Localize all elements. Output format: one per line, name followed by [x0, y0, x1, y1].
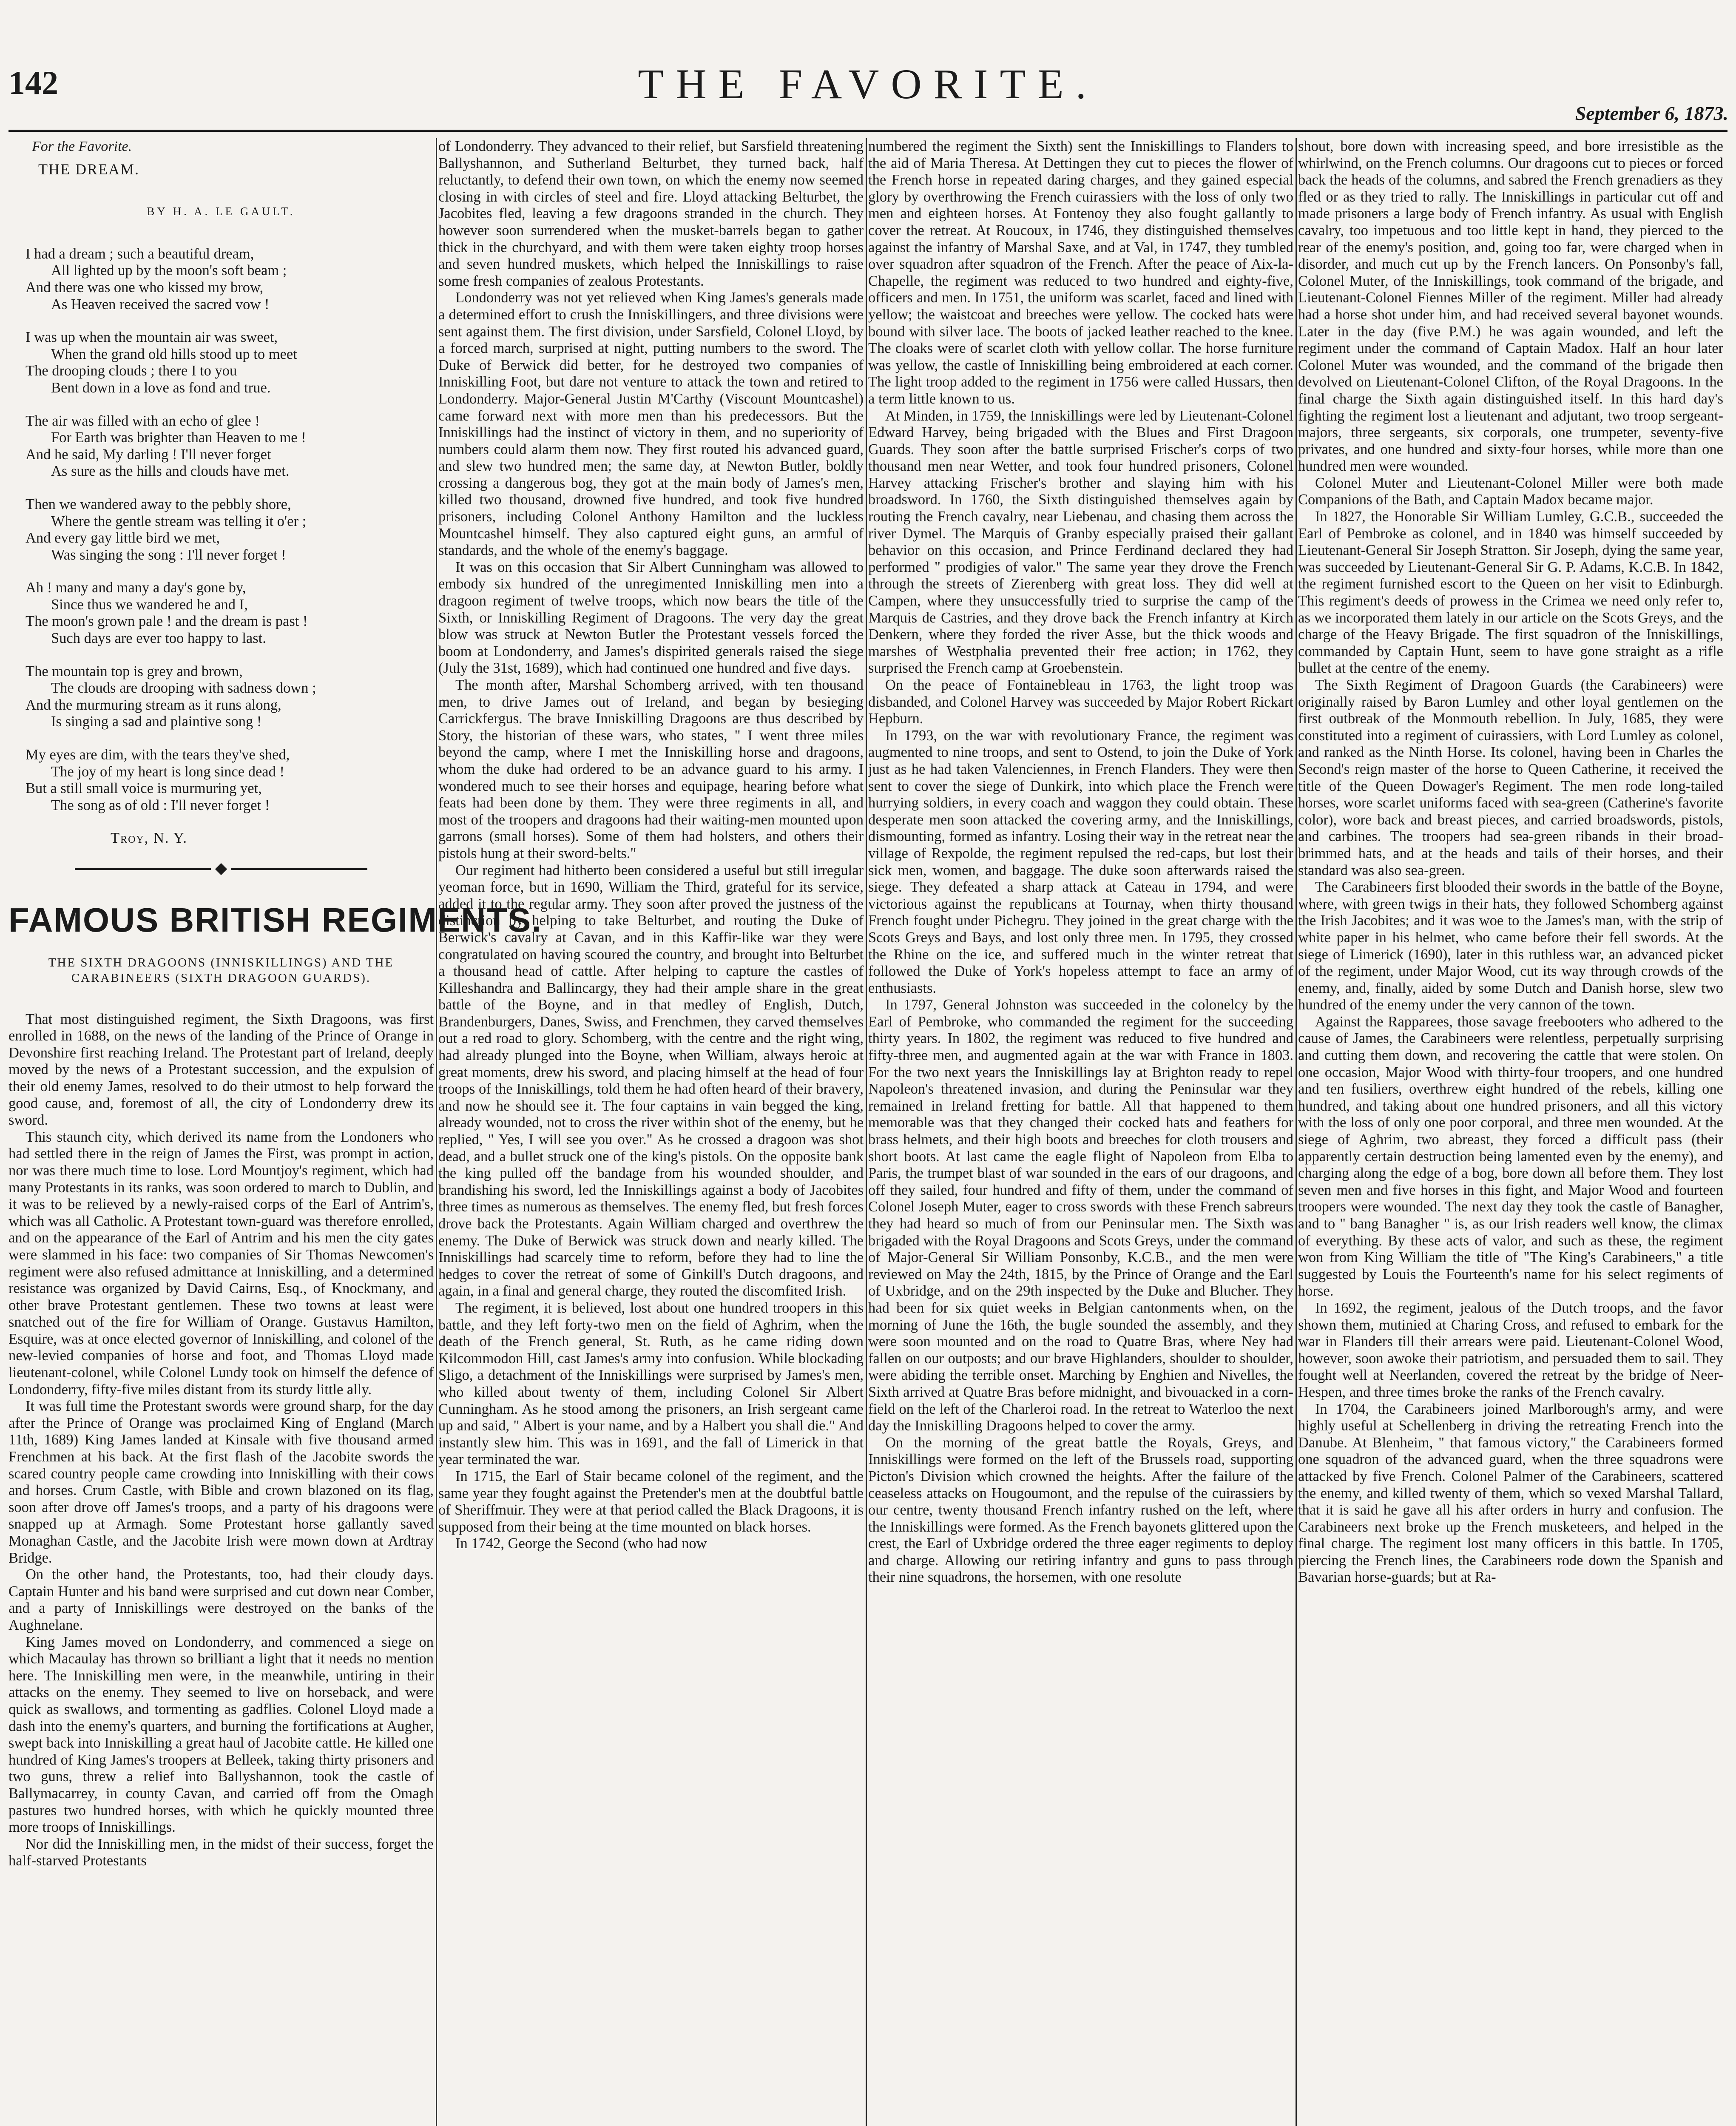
- article-paragraph: Nor did the Inniskilling men, in the midst of their success, forget the half-starved Protestants: [9, 1836, 434, 1869]
- poem-line: The joy of my heart is long since dead !: [51, 763, 284, 780]
- article-paragraph: In 1827, the Honorable Sir William Lumley, G.C.B., succeeded the Earl of Pembroke as colonel, and in 1840 was himself succeeded by Lieutenant-General Sir Joseph Stratton. Sir Joseph, dying the same year, was succeeded by Lieutenant-General Sir G. P. Adams, K.C.B. In 1842, the regiment furnished escort to the Queen on her visit to Edinburgh. This regiment's deeds of prowess in the Crimea we need only refer to, as we incorporated them lately in our article on the Scots Greys, and the charge of the Heavy Brigade. The first squadron of the Inniskillings, commanded by Captain Hunt, seem to have gone straight as a rifle bullet at the centre of the enemy.: [1298, 509, 1723, 676]
- poem-line: The song as of old : I'll never forget !: [51, 797, 270, 813]
- issue-date: September 6, 1873.: [1575, 102, 1728, 124]
- article-paragraph: It was full time the Protestant swords were ground sharp, for the day after the Prince of Orange was proclaimed King of England (March 11th, 1689) King James landed at Kinsale with five thousand armed Frenchmen at his back. At the first flash of the Jacobite swords the scared country people came crowding into Inniskilling with their cows and horses. Crum Castle, with Bible and crown blazoned on its flag, soon after drove off James's troops, and a party of his dragoons were snapped up at Armagh. Some Protestant horse gallantly saved Monaghan Castle, and the Jacobite Irish were mown down at Ardtray Bridge.: [9, 1398, 434, 1566]
- article-paragraph: This staunch city, which derived its name from the Londoners who had settled there in the reign of James the First, was prompt in action, nor was there much time to lose. Lord Mountjoy's regiment, which had many Protestants in its ranks, was soon ordered to march to Dublin, and it was to be relieved by a newly-raised corps of the Earl of Antrim's, which was all Catholic. A Protestant town-guard was therefore enrolled, and on the appearance of the Earl of Antrim and his men the city gates were slammed in his face: two companies of Sir Thomas Newcomen's regiment were also refused admittance at Inniskilling, and a determined resistance was organized by David Cairns, Esq., of Knockmany, and other brave Protestant gentlemen. These two towns at least were snatched out of the fire for William of Orange. Gustavus Hamilton, Esquire, was at once elected governor of Inniskilling, and colonel of the new-levied companies of horse and foot, and Thomas Lloyd made lieutenant-colonel, while Colonel Lundy took on himself the defence of Londonderry, fifty-five miles distant from its sturdy little ally.: [9, 1128, 434, 1398]
- poem-line: But a still small voice is murmuring yet,: [26, 780, 262, 797]
- article-paragraph: In 1692, the regiment, jealous of the Dutch troops, and the favor shown them, mutinied at Charing Cross, and refused to embark for the war in Flanders till their arrears were paid. Lieutenant-Colonel Wood, however, soon awoke their patriotism, and persuaded them to sail. They fought well at Neerlanden, covered the retreat by the bridge of Neer-Hespen, and three times broke the ranks of the French cavalry.: [1298, 1299, 1723, 1400]
- poem-line: The clouds are drooping with sadness down ;: [51, 680, 316, 696]
- article-paragraph: In 1742, George the Second (who had now: [455, 1535, 707, 1552]
- poem-line: And there was one who kissed my brow,: [26, 279, 264, 296]
- poem-stanza: [26, 663, 434, 730]
- masthead: [0, 0, 1736, 128]
- poem-line: Was singing the song : I'll never forget !: [51, 546, 286, 563]
- newspaper-title: THE FAVORITE.: [638, 60, 1098, 108]
- poem-line: And every gay little bird we met,: [26, 530, 220, 546]
- article-paragraph: In 1715, the Earl of Stair became colonel of the regiment, and the same year they fought against the Pretender's men at the doubtful battle of Sheriffmuir. They were at that period called the Black Dragoons, it is supposed from their being at the time mounted on black horses.: [438, 1468, 864, 1535]
- article-paragraph: Against the Rapparees, those savage freebooters who adhered to the cause of James, the Carabineers were relentless, perpetually surprising and cutting them down, and recovering the cattle that were stolen. On one occasion, Major Wood with thirty-four troopers, and one hundred and ten fusiliers, overthrew eight hundred of the rebels, killing one hundred, and taking about one hundred prisoners, and all this victory with the loss of only one poor corporal, and three men wounded. At the siege of Aghrim, two abreast, they forced a difficult pass (their apparently certain destruction being lamented even by the enemy), and charging along the edge of a bog, bore down all before them. They lost seven men and five horses in this fight, and Major Wood and fourteen troopers were wounded. The next day they took the castle of Banagher, and to " bang Banagher " is, as our Irish readers well know, the climax of everything. By these acts of valor, and such as these, the regiment won from King William the title of "The King's Carabineers," a title suggested by Louis the Fourteenth's name for his select regiments of horse.: [1298, 1013, 1723, 1299]
- poem-line: As Heaven received the sacred vow !: [51, 296, 270, 313]
- section-separator: [9, 860, 434, 877]
- poem-place: Troy, N. Y.: [111, 830, 188, 847]
- poem-stanza: [26, 496, 434, 563]
- poem-author: BY H. A. LE GAULT.: [147, 205, 295, 218]
- poem-line: And the murmuring stream as it runs along,: [26, 696, 281, 713]
- poem-line: I was up when the mountain air was sweet,: [26, 329, 278, 346]
- column-divider: [866, 138, 867, 2126]
- poem-line: Then we wandered away to the pebbly shore,: [26, 496, 291, 512]
- column-1: [9, 138, 542, 2126]
- poem-body: [26, 246, 434, 814]
- poem-line: Ah ! many and many a day's gone by,: [26, 580, 246, 596]
- article-paragraph: The month after, Marshal Schomberg arrived, with ten thousand men, to drive James out of Ireland, and began by besieging Carrickfergus. The brave Inniskilling Dragoons are thus described by Story, the historian of these wars, who states, " I went three miles beyond the camp, where I met the Inniskilling horse and dragoons, whom the duke had ordered to be an advance guard to his army. I wondered much to see their horses and equipage, hearing before what feats had been done by them. They were three regiments in all, and most of the troopers and dragoons had their waiting-men mounted upon garrons (small horses). Some of them had holsters, and others their pistols hung at their sword-belts.": [438, 677, 864, 861]
- poem-line: All lighted up by the moon's soft beam ;: [51, 262, 287, 279]
- poem-stanza: [26, 246, 434, 313]
- column-divider: [1296, 138, 1297, 2126]
- poem-source: For the Favorite.: [32, 139, 132, 154]
- article-paragraph: The Carabineers first blooded their swords in the battle of the Boyne, where, with green twigs in their hats, they followed Schomberg against the Irish Jacobites; and it was woe to the James's man, with the strip of white paper in his helmet, who came before their fell swords. At the siege of Limerick (1690), later in this ruthless war, an advanced picket of the regiment, under Major Wood, cut its way through crowds of the enemy, and, finally, aided by some Dutch and Danish horse, slew two hundred of the enemy under the very cannon of the town.: [1298, 879, 1723, 1013]
- article-paragraph: On the other hand, the Protestants, too, had their cloudy days. Captain Hunter and his band were surprised and cut down near Comber, and a party of Inniskillings were destroyed on the banks of the Aughnelane.: [9, 1566, 434, 1633]
- poem-line: The moon's grown pale ! and the dream is past !: [26, 613, 308, 630]
- poem-title: THE DREAM.: [38, 160, 139, 178]
- poem-line: Is singing a sad and plaintive song !: [51, 713, 262, 730]
- poem-line: For Earth was brighter than Heaven to me !: [51, 429, 306, 446]
- poem-line: Bent down in a love as fond and true.: [51, 379, 271, 396]
- article-subheading: THE SIXTH DRAGOONS (INNISKILLINGS) AND THE CARABINEERS (SIXTH DRAGOON GUARDS).: [48, 955, 394, 985]
- article-paragraph: That most distinguished regiment, the Sixth Dragoons, was first enrolled in 1688, on the news of the landing of the Prince of Orange in Devonshire first reaching Ireland. The Protestant part of Ireland, deeply moved by the news of a Protestant succession, and the expulsion of their old enemy James, resolved to do their utmost to help forward the good cause, and, foremost of all, the city of Londonderry drew its sword.: [9, 1011, 434, 1128]
- article-paragraph: Colonel Muter and Lieutenant-Colonel Miller were both made Companions of the Bath, and Captain Madox became major.: [1298, 475, 1723, 508]
- poem-stanza: [26, 413, 434, 480]
- article-paragraph: Our regiment had hitherto been considered a useful but still irregular yeoman force, but in 1690, William the Third, grateful for its service, added it to the regular army. They soon after proved the justness of the distinction by helping to take Belturbet, and routing the Duke of Berwick's cavalry at Cavan, and in this Kaffir-like war they were congratulated on having scoured the country, and brought into Belturbet a thousand head of cattle. After helping to capture the castles of Killeshandra and Ballincargy, they had their ample share in the great battle of the Boyne, and in that medley of English, Dutch, Brandenburgers, Danes, Swiss, and Frenchmen, they carved themselves out a red road to glory. Schomberg, with the centre and the right wing, had already plunged into the Boyne, when William, always heroic at great moments, drew his sword, and placing himself at the head of four troops of the Inniskillings, told them he had often heard of their bravery, and now he should see it. The four captains in vain begged the king, already wounded, not to cross the river within shot of the enemy, but he replied, " Yes, I will see you over." As he crossed a dragoon was shot dead, and a bullet struck one of the king's pistols. On the opposite bank the king pulled off the bandage from his wounded shoulder, and brandishing his sword, led the Inniskillings against a body of Jacobites three times as numerous as themselves. The enemy fled, but fresh forces drove back the Protestants. Again William charged and overthrew the enemy. The Duke of Berwick was struck down and nearly killed. The Inniskillings had scarcely time to reform, before they had to line the hedges to cover the retreat of some of Ginkill's Dutch dragoons, and again, in a final and general charge, they routed the discomfited Irish.: [438, 862, 864, 1299]
- article-paragraph: shout, bore down with increasing speed, and bore irresistible as the whirlwind, on the French columns. Our dragoons cut to pieces or forced back the heads of the columns, and sabred the French grenadiers as they fled or as they tried to rally. The Inniskillings in particular cut off and made prisoners a large body of French infantry. As usual with English cavalry, too impetuous and too little kept in hand, they pierced to the rear of the enemy's position, and, going too far, were charged when in disorder, and much cut up by the French lancers. On Ponsonby's fall, Colonel Muter, of the Inniskillings, took command of the brigade, and Lieutenant-Colonel Fiennes Miller of the regiment. Miller had already had a horse shot under him, and had received several bayonet wounds. Later in the day (five P.M.) he was again wounded, and left the regiment under the command of Captain Madox. Half an hour later Colonel Muter was wounded, and the command of the brigade then devolved on Lieutenant-Colonel Clifton, of the Royal Dragoons. In the final charge the Sixth again distinguished itself. In this hard day's fighting the regiment lost a lieutenant and adjutant, two troop sergeant-majors, three sergeants, six corporals, one trumpeter, seventy-five privates, and one hundred and sixty-four horses, while more than one hundred men were wounded.: [1298, 138, 1723, 475]
- poem-line: Since thus we wandered he and I,: [51, 596, 248, 613]
- poem-stanza: [26, 580, 434, 647]
- page-number: 142: [9, 64, 58, 101]
- poem-stanza: [26, 747, 434, 814]
- article-headline: FAMOUS BRITISH REGIMENTS.: [9, 901, 542, 939]
- poem-line: Such days are ever too happy to last.: [51, 630, 266, 647]
- article-paragraph: of Londonderry. They advanced to their relief, but Sarsfield threatening Ballyshannon, and Sutherland Belturbet, they turned back, half reluctantly, to defend their own town, on which the enemy now seemed closing in with circles of steel and fire. Lloyd attacking Belturbet, the Jacobites fled, leaving a few dragoons stranded in the church. They however soon surrendered when the musket-barrels began to gather thick in the churchyard, and with them were taken eighty troop horses and seven hundred muskets, which helped the Inniskillings to raise some fresh companies of zealous Protestants.: [438, 138, 864, 289]
- poem-line: Where the gentle stream was telling it o'er ;: [51, 513, 307, 529]
- column-4: [1298, 138, 1723, 2126]
- article-paragraph: Londonderry was not yet relieved when King James's generals made a determined effort to crush the Inniskillingers, and three divisions were sent against them. The first division, under Sarsfield, Colonel Lloyd, by a forced march, surprised at night, putting numbers to the sword. The Duke of Berwick did better, for he destroyed two companies of Inniskilling Foot, but dare not venture to attack the town and retired to Londonderry. Major-General Justin M'Carthy (Viscount Mountcashel) came forward next with more men than his predecessors. But the Inniskillings had the instinct of victory in them, and no superiority of numbers could alarm them now. They first routed his advanced guard, and slew two hundred men; the same day, at Newton Butler, boldly crossing a dangerous bog, they got at the main body of James's men, killed two thousand, drowned five hundred, and took five hundred prisoners, including Colonel Anthony Hamilton and the luckless Mountcashel himself. They also captured eight guns, an armful of standards, and the whole of the enemy's baggage.: [438, 290, 864, 559]
- article-paragraph: It was on this occasion that Sir Albert Cunningham was allowed to embody six hundred of the unregimented Inniskilling men into a dragoon regiment of twelve troops, which now bears the title of the Sixth, or Inniskilling Regiment of Dragoons. The very day the great blow was struck at Newton Butler the Protestant vessels forced the boom at Londonderry, and James's dispirited generals raised the siege (July the 31st, 1689), which had continued one hundred and five days.: [438, 559, 864, 676]
- article-paragraph: On the morning of the great battle the Royals, Greys, and Inniskillings were formed on the left of the Brussels road, supporting Picton's Division which crowned the heights. After the failure of the ceaseless attacks on Hougoumont, and the repulse of the cuirassiers by our centre, twenty thousand French infantry rushed on the left, where the Inniskillings were formed. As the French bayonets glittered upon the crest, the Earl of Uxbridge ordered the three eager regiments to deploy and charge. Allowing our retiring infantry and guns to pass through their nine squadrons, the horsemen, with one resolute: [868, 1434, 1293, 1586]
- poem-line: My eyes are dim, with the tears they've shed,: [26, 747, 290, 763]
- article-paragraph: The Sixth Regiment of Dragoon Guards (the Carabineers) were originally raised by Baron Lumley and other loyal gentlemen on the first outbreak of the Monmouth rebellion. In July, 1685, they were constituted into a regiment of cuirassiers, with Lord Lumley as colonel, and ranked as the Ninth Horse. Its colonel, having been in Charles the Second's reign master of the horse to Queen Catherine, it received the title of the Queen Dowager's Regiment. The men rode long-tailed horses, wore scarlet uniforms faced with sea-green (Catherine's favorite color), wore back and breast pieces, and carried broadswords, pistols, and carbines. The troopers had sea-green ribands in their broad-brimmed hats, and at the heads and tails of their horses, and their standard was also sea-green.: [1298, 677, 1723, 878]
- article-paragraph: numbered the regiment the Sixth) sent the Inniskillings to Flanders to the aid of Maria Theresa. At Dettingen they cut to pieces the flower of the French horse in repeated daring charges, and they gained especial glory by overthrowing the French cuirassiers with the loss of only two men and eighteen horses. At Fontenoy they also fought gallantly to cover the retreat. At Roucoux, in 1746, they distinguished themselves against the infantry of Marshal Saxe, and at Val, in 1747, they tumbled over squadron after squadron of the French. After the peace of Aix-la-Chapelle, the regiment was reduced to two hundred and eighty-five, officers and men. In 1751, the uniform was scarlet, faced and lined with yellow; the waistcoat and breeches were yellow. The cocked hats were bound with silver lace. The boots of jacked leather reached to the knee. The cloaks were of scarlet cloth with yellow collar. The horse furniture was yellow, the castle of Inniskilling being embroidered at each corner. The light troop added to the regiment in 1756 were called Hussars, then a term little known to us.: [868, 138, 1293, 407]
- article-paragraph: In 1797, General Johnston was succeeded in the colonelcy by the Earl of Pembroke, who commanded the regiment for the succeeding thirty years. In 1802, the regiment was reduced to five hundred and fifty-three men, and augmented again at the war with France in 1803. For the two next years the Inniskillings lay at Brighton ready to repel Napoleon's threatened invasion, and during the Peninsular war they remained in Ireland fretting for battle. All that happened to them memorable was that they changed their cocked hats and feathers for brass helmets, and their high boots and breeches for cloth trousers and short boots. At last came the eagle flight of Napoleon from Elba to Paris, the trumpet blast of war sounded in the ears of our dragoons, and off they sailed, four hundred and fifty of them, under the command of Colonel Joseph Muter, eager to cross swords with these French sabreurs they had heard so much of from our Peninsular men. The Sixth was brigaded with the Royal Dragoons and Scots Greys, under the command of Major-General Sir William Ponsonby, K.C.B., and the men were reviewed on May the 24th, 1815, by the Prince of Orange and the Earl of Uxbridge, and on the 29th inspected by the Duke and Blucher. They had been for six quiet weeks in Belgian cantonments when, on the morning of June the 16th, the bugle sounded the assembly, and they were soon mounted and on the road to Quatre Bras, where Ney had fallen on our outposts; and our brave Highlanders, shoulder to shoulder, were abiding the terrible onset. Marching by Enghien and Nivelles, the Sixth arrived at Quatre Bras before midnight, and bivouacked in a corn-field on the left of the Charleroi road. In the retreat to Waterloo the next day the Inniskilling Dragoons helped to cover the army.: [868, 997, 1293, 1434]
- masthead-rule: [9, 130, 1727, 132]
- article-paragraph: The regiment, it is believed, lost about one hundred troopers in this battle, and they left forty-two men on the field of Aghrim, when the death of the French general, St. Ruth, as he came riding down Kilcommodon Hill, cast James's army into confusion. While blockading Sligo, a detachment of the Inniskillings were surprised by James's men, who killed about twenty of them, including Colonel Sir Albert Cunningham. As he stood among the prisoners, an Irish sergeant came up and said, " Albert is your name, and by a Halbert you shall die." And instantly slew him. This was in 1691, and the fall of Limerick in that year terminated the war.: [438, 1299, 864, 1468]
- column-3: [868, 138, 1293, 2126]
- article-paragraph: At Minden, in 1759, the Inniskillings were led by Lieutenant-Colonel Edward Harvey, being brigaded with the Blues and First Dragoon Guards. They soon after the battle surprised Frischer's corps of two thousand men near Wetter, and took four hundred prisoners, Colonel Harvey attacking Frischer's brother and slaying him with his broadsword. In 1760, the Sixth distinguished themselves again by routing the French cavalry, near Liebenau, and chasing them across the river Dymel. The Marquis of Granby especially praised their gallant behavior on this occasion, and Prince Ferdinand declared they had performed " prodigies of valor." The same year they drove the French through the streets of Zierenberg with great loss. They did well at Campen, where they unsuccessfully tried to surprise the camp of the Marquis de Castries, and they drove back the French infantry at Kirch Denkern, where they forded the river Asse, but the thick woods and marshes of Westphalia prevented their free action; in 1762, they surprised the French camp at Groebenstein.: [868, 407, 1293, 676]
- article-paragraph: King James moved on Londonderry, and commenced a siege on which Macaulay has thrown so brilliant a light that it needs no mention here. The Inniskilling men were, in the meanwhile, untiring in their attacks on the enemy. They seemed to live on horseback, and were quick as swallows, and tormenting as gadflies. Colonel Lloyd made a dash into the enemy's quarters, and burning the fortifications at Augher, swept back into Inniskilling a great haul of Jacobite cattle. He killed one hundred of King James's troopers at Belleek, taking thirty prisoners and two guns, threw a relief into Ballyshannon, took the castle of Ballymacarrey, in county Cavan, and carried off from the Omagh pastures two hundred horses, with which he quickly mounted three more troops of Inniskillings.: [9, 1634, 434, 1836]
- column-2: [438, 138, 864, 2126]
- poem-line: And he said, My darling ! I'll never forget: [26, 446, 271, 463]
- page-columns: [9, 138, 1727, 2126]
- article-paragraph: In 1704, the Carabineers joined Marlborough's army, and were highly useful at Schellenberg in driving the retreating French into the Danube. At Blenheim, " that famous victory," the Carabineers formed one squadron of the advanced guard, when the three squadrons were attacked by five French. Colonel Palmer of the Carabineers, scattered the enemy, and killed twenty of them, which so vexed Marshal Tallard, that it is said he gave all his after orders in hurry and confusion. The Carabineers next broke up the French musketeers, and helped in the final charge. The regiment lost many officers in this battle. In 1705, piercing the French lines, the Carabineers rode down the Spanish and Bavarian horse-guards; but at Ra-: [1298, 1401, 1723, 1586]
- poem-stanza: [26, 329, 434, 396]
- article-paragraph: On the peace of Fontainebleau in 1763, the light troop was disbanded, and Colonel Harvey was succeeded by Major Robert Rickart Hepburn.: [868, 677, 1293, 727]
- poem-line: As sure as the hills and clouds have met.: [51, 463, 290, 480]
- poem-line: When the grand old hills stood up to meet: [51, 346, 297, 362]
- poem-line: The drooping clouds ; there I to you: [26, 363, 237, 379]
- poem-line: I had a dream ; such a beautiful dream,: [26, 245, 254, 262]
- poem-line: The mountain top is grey and brown,: [26, 663, 243, 679]
- column-divider: [436, 138, 437, 2126]
- poem-line: The air was filled with an echo of glee !: [26, 412, 260, 429]
- article-paragraph: In 1793, on the war with revolutionary France, the regiment was augmented to nine troops, and sent to Ostend, to join the Duke of York just as he had taken Valenciennes, in French Flanders. They were then sent to cover the siege of Dunkirk, into which place the French were hurrying soldiers, in every coach and waggon they could obtain. These desperate men soon attacked the covering army, and the Inniskillings, dismounting, formed as infantry. Losing their way in the retreat near the village of Rexpolde, the regiment repulsed the red-caps, but lost their sick men, women, and baggage. The duke soon afterwards raised the siege. They defeated a sharp attack at Cateau in 1794, and were victorious against the republicans at Tournay, when thirty thousand French fought under Pichegru. They joined in the great charge with the Scots Greys and Bays, and lost only three men. In 1795, they crossed the Rhine on the ice, and suffered much in the winter retreat that followed the Duke of York's hopeless attempt to face an army of enthusiasts.: [868, 727, 1293, 996]
